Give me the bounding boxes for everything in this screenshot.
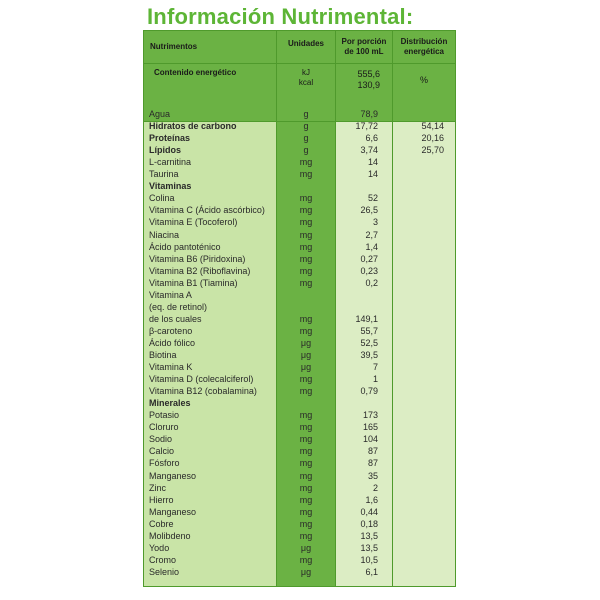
table-row [144, 337, 455, 349]
nutrient-value: 10,5 [360, 554, 378, 565]
table-row [144, 542, 455, 554]
nutrient-value: 104 [362, 434, 378, 445]
nutrient-distribution: 20,16 [421, 133, 444, 144]
nutrient-unit: mg [299, 482, 313, 493]
table-row [144, 229, 455, 241]
nutrient-value: 14 [367, 169, 378, 180]
header-nutrients: Nutrimentos [150, 42, 198, 51]
nutrient-unit: mg [299, 265, 313, 276]
nutrient-name: Vitamina B1 (Tiamina) [149, 277, 238, 288]
nutrient-unit: g [303, 121, 309, 132]
nutrient-name: Colina [149, 193, 175, 204]
nutrient-name: L-carnitina [149, 157, 192, 168]
table-row [144, 494, 455, 506]
nutrient-name: Proteínas [149, 133, 191, 144]
nutrient-unit: mg [299, 518, 313, 529]
nutrient-value: 2,7 [365, 229, 378, 240]
table-header [144, 31, 455, 64]
nutrient-value: 13,5 [360, 542, 378, 553]
nutrient-value: 6,6 [365, 133, 378, 144]
nutrient-value: 3,74 [360, 145, 378, 156]
nutrient-name: β-caroteno [149, 325, 193, 336]
nutrient-name: Agua [149, 109, 171, 119]
nutrient-name: Vitamina D (colecalciferol) [149, 374, 254, 385]
nutrient-value: 6,1 [365, 566, 378, 577]
nutrient-name: Niacina [149, 229, 180, 240]
nutrient-name: Zinc [149, 482, 167, 493]
nutrient-name: Manganeso [149, 470, 197, 481]
nutrient-name: Taurina [149, 169, 179, 180]
nutrient-value: 0,79 [360, 386, 378, 397]
energy-values: 555,6 130,9 [357, 69, 380, 90]
table-row [144, 277, 455, 289]
nutrient-unit: mg [299, 446, 313, 457]
table-row [144, 120, 455, 132]
nutrient-unit: mg [299, 325, 313, 336]
table-row [144, 445, 455, 457]
table-row [144, 385, 455, 397]
header-energy-distribution: Distribución energética [400, 37, 448, 56]
table-row [144, 397, 455, 409]
table-row [144, 132, 455, 144]
table-row [144, 156, 455, 168]
table-row [144, 421, 455, 433]
nutrient-name: Hierro [149, 494, 174, 505]
nutrient-value: 0,44 [360, 506, 378, 517]
nutrient-unit: mg [299, 313, 313, 324]
nutrient-value: 39,5 [360, 350, 378, 360]
header-units: Unidades [287, 39, 324, 48]
table-row [144, 470, 455, 482]
nutrient-unit: g [303, 145, 309, 156]
nutrient-unit: μg [300, 566, 312, 577]
nutrient-unit: μg [300, 337, 312, 348]
nutrient-unit: mg [299, 277, 313, 288]
nutrient-name: Vitamina K [149, 362, 193, 373]
nutrient-value: 13,5 [360, 530, 378, 541]
table-row [144, 518, 455, 530]
nutrient-value: 1,4 [365, 241, 378, 252]
nutrient-unit: mg [299, 554, 313, 565]
table-row [144, 457, 455, 469]
nutrient-name: Potasio [149, 410, 180, 421]
nutrient-value: 14 [367, 157, 378, 168]
nutrient-unit: mg [299, 205, 313, 216]
nutrient-value: 7 [372, 362, 378, 373]
energy-dist: % [419, 75, 428, 85]
nutrient-value: 0,27 [360, 253, 378, 264]
nutrient-unit: mg [299, 157, 313, 168]
nutrient-value: 2 [372, 482, 378, 493]
nutrient-distribution: 54,14 [421, 121, 444, 132]
nutrient-unit: μg [300, 362, 312, 373]
nutrient-name: Vitamina E (Tocoferol) [149, 217, 238, 228]
nutrient-unit: mg [299, 506, 313, 517]
nutrient-value: 87 [367, 458, 378, 469]
nutrient-name: Cobre [149, 518, 174, 529]
nutrient-unit: mg [299, 217, 313, 228]
nutrient-value: 1,6 [365, 494, 378, 505]
table-row [144, 506, 455, 518]
nutrient-name: Vitamina A [149, 289, 192, 300]
nutrient-unit: mg [299, 374, 313, 385]
energy-label: Contenido energético [154, 68, 237, 77]
nutrient-name: Lípidos [149, 145, 181, 156]
table-row [144, 433, 455, 445]
table-row [144, 301, 455, 313]
nutrient-value: 78,9 [360, 109, 378, 119]
table-row [144, 241, 455, 253]
table-row [144, 144, 455, 156]
nutrient-name: Vitamina C (Ácido ascórbico) [149, 205, 265, 216]
table-row [144, 361, 455, 373]
nutrient-name: Fósforo [149, 458, 180, 469]
nutrient-value: 26,5 [360, 205, 378, 216]
nutrient-value: 165 [362, 422, 378, 433]
nutrient-name: Ácido pantoténico [149, 241, 221, 252]
table-row [144, 373, 455, 385]
nutrient-name: Minerales [149, 398, 191, 409]
table-row [144, 554, 455, 566]
nutrient-value: 52 [367, 193, 378, 204]
nutrient-name: Ácido fólico [149, 337, 196, 348]
nutrient-name: Hidratos de carbono [149, 121, 237, 132]
nutrient-unit: mg [299, 470, 313, 481]
nutrient-unit: μg [300, 350, 312, 360]
nutrient-unit: mg [299, 193, 313, 204]
nutrient-value: 17,72 [355, 121, 378, 132]
nutrient-value: 55,7 [360, 325, 378, 336]
table-row [144, 313, 455, 325]
nutrient-name: Vitamina B12 (cobalamina) [149, 386, 257, 397]
table-row [144, 216, 455, 228]
nutrient-name: Vitamina B6 (Piridoxina) [149, 253, 246, 264]
nutrient-name: Vitamina B2 (Riboflavina) [149, 265, 251, 276]
table-row [144, 265, 455, 277]
nutrient-unit: mg [299, 434, 313, 445]
nutrient-name: Vitaminas [149, 181, 192, 192]
nutrient-name: Calcio [149, 446, 175, 457]
energy-units: kJ kcal [298, 68, 314, 87]
table-row [144, 325, 455, 337]
nutrition-table [143, 30, 456, 587]
nutrient-value: 0,23 [360, 265, 378, 276]
table-row [144, 530, 455, 542]
nutrient-value: 1 [372, 374, 378, 385]
nutrient-name: Molibdeno [149, 530, 191, 541]
nutrient-unit: mg [299, 241, 313, 252]
nutrient-unit: g [303, 133, 309, 144]
nutrient-name: Sodio [149, 434, 173, 445]
table-row [144, 349, 455, 361]
nutrient-name: Cromo [149, 554, 177, 565]
nutrient-unit: mg [299, 530, 313, 541]
nutrient-value: 173 [362, 410, 378, 421]
nutrient-name: Manganeso [149, 506, 197, 517]
nutrient-unit: μg [300, 542, 312, 553]
table-row [144, 204, 455, 216]
table-row [144, 289, 455, 301]
nutrient-name: Selenio [149, 566, 180, 577]
table-row [144, 192, 455, 204]
nutrient-unit: mg [299, 229, 313, 240]
nutrient-name: Cloruro [149, 422, 179, 433]
nutrient-value: 35 [367, 470, 378, 481]
table-row [144, 409, 455, 421]
nutrient-name: Biotina [149, 350, 177, 360]
nutrient-value: 52,5 [360, 337, 378, 348]
table-row [144, 482, 455, 494]
nutrient-unit: mg [299, 410, 313, 421]
nutrient-name: Yodo [149, 542, 170, 553]
nutrient-unit: mg [299, 169, 313, 180]
nutrient-unit: mg [299, 253, 313, 264]
header-per-portion: Por porción de 100 mL [341, 37, 387, 56]
nutrient-name: de los cuales [149, 313, 202, 324]
nutrient-unit: g [303, 109, 309, 119]
nutrient-value: 149,1 [355, 313, 378, 324]
page-title: Información Nutrimental: [147, 4, 414, 29]
nutrient-value: 0,18 [360, 518, 378, 529]
table-row [144, 180, 455, 192]
nutrient-unit: mg [299, 386, 313, 397]
nutrient-value: 87 [367, 446, 378, 457]
nutrient-value: 3 [372, 217, 378, 228]
table-row [144, 566, 455, 578]
nutrient-unit: mg [299, 494, 313, 505]
nutrient-unit: mg [299, 458, 313, 469]
nutrient-value: 0,2 [365, 277, 378, 288]
table-row [144, 168, 455, 180]
nutrient-name: (eq. de retinol) [149, 301, 208, 312]
nutrient-unit: mg [299, 422, 313, 433]
table-row [144, 253, 455, 265]
table-row [144, 108, 455, 120]
nutrient-distribution: 25,70 [421, 145, 444, 156]
